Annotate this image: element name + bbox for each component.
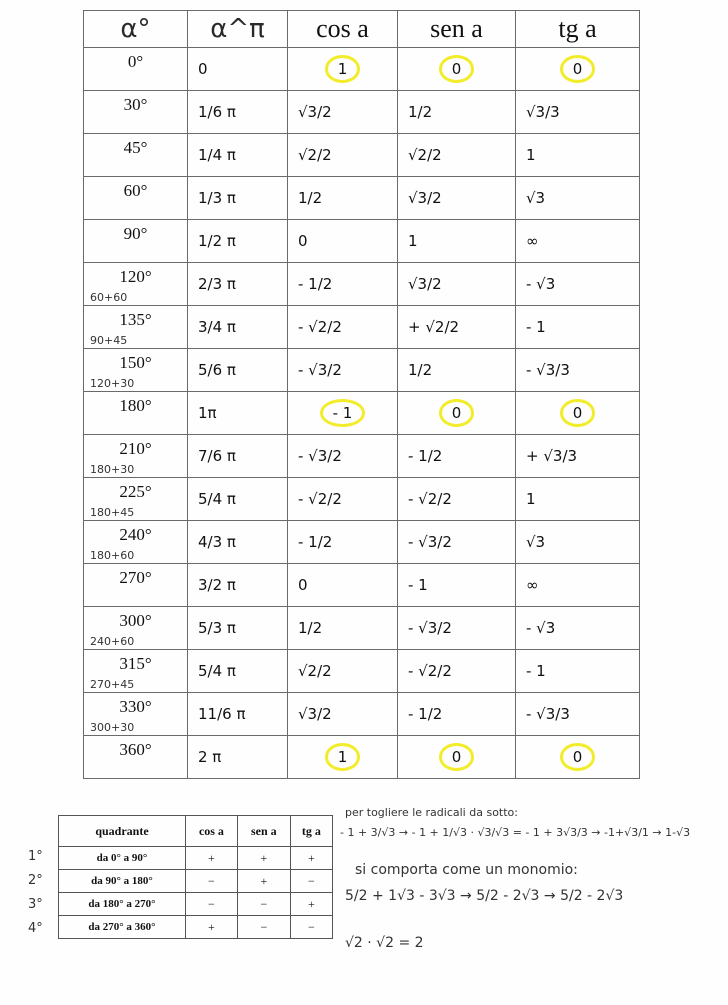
table-row [84, 478, 640, 521]
sen-value: √3/2 [408, 275, 442, 293]
header-tg: tg a [516, 11, 640, 48]
cell-cos [288, 564, 398, 607]
cell-degrees [84, 263, 188, 306]
sen-value: 0 [439, 55, 475, 83]
cell-cos [288, 220, 398, 263]
cell-tg [516, 607, 640, 650]
cell-degrees [84, 693, 188, 736]
cell-radians [188, 91, 288, 134]
cos-value: - √3/2 [298, 361, 342, 379]
tg-value: - 1 [526, 662, 546, 680]
tg-value: - √3/3 [526, 705, 570, 723]
header-alpha-rad: α^π [188, 11, 288, 48]
tg-value: - √3 [526, 619, 556, 637]
quadrant-tg-sign: − [290, 870, 332, 893]
quadrant-range: da 270° a 360° [59, 916, 186, 939]
quadrant-sen-sign: − [237, 893, 290, 916]
sen-value: - 1 [408, 576, 428, 594]
radian-value: 5/6 π [198, 361, 236, 379]
table-row [84, 263, 640, 306]
cell-cos [288, 263, 398, 306]
cell-cos [288, 349, 398, 392]
radian-value: 7/6 π [198, 447, 236, 465]
sen-value: + √2/2 [408, 318, 460, 336]
note-line-5: √2 · √2 = 2 [345, 935, 424, 951]
cell-degrees [84, 435, 188, 478]
cell-sen [398, 349, 516, 392]
radian-value: 1/2 π [198, 232, 236, 250]
cos-value: √3/2 [298, 705, 332, 723]
cell-sen [398, 521, 516, 564]
cos-value: 0 [298, 576, 308, 594]
radian-value: 1/6 π [198, 103, 236, 121]
cell-radians [188, 263, 288, 306]
tg-value: - 1 [526, 318, 546, 336]
cell-radians [188, 220, 288, 263]
header-q-cos: cos a [186, 816, 238, 847]
quadrant-cos-sign: + [186, 916, 238, 939]
cell-sen [398, 263, 516, 306]
degree-split: 120+30 [90, 377, 135, 390]
cell-cos [288, 134, 398, 177]
cell-sen [398, 650, 516, 693]
tg-value: 1 [526, 490, 536, 508]
degree-value: 180° [119, 396, 152, 415]
cell-tg [516, 220, 640, 263]
sen-value: 1/2 [408, 361, 433, 379]
cell-sen [398, 736, 516, 779]
quadrant-signs-table [58, 815, 333, 939]
cell-degrees [84, 521, 188, 564]
cell-sen [398, 220, 516, 263]
cell-cos [288, 306, 398, 349]
sen-value: - √2/2 [408, 490, 452, 508]
cell-tg [516, 478, 640, 521]
cell-radians [188, 48, 288, 91]
trig-values-table [83, 10, 640, 779]
cell-radians [188, 435, 288, 478]
sen-value: - 1/2 [408, 705, 443, 723]
radian-value: 0 [198, 60, 208, 78]
header-q-tg: tg a [290, 816, 332, 847]
degree-value: 315° [119, 654, 152, 673]
degree-value: 45° [123, 138, 148, 157]
tg-value: ∞ [526, 232, 539, 250]
sen-value: 0 [439, 399, 475, 427]
degree-value: 300° [119, 611, 152, 630]
header-sen: sen a [398, 11, 516, 48]
tg-value: + √3/3 [526, 447, 578, 465]
radian-value: 2 π [198, 748, 222, 766]
radian-value: 5/3 π [198, 619, 236, 637]
tg-value: √3 [526, 189, 546, 207]
radian-value: 1/4 π [198, 146, 236, 164]
quadrant-number: 1° [28, 849, 43, 864]
cell-sen [398, 177, 516, 220]
quadrant-tg-sign: + [290, 893, 332, 916]
quadrant-tg-sign: − [290, 916, 332, 939]
cell-cos [288, 693, 398, 736]
cos-value: 1/2 [298, 189, 323, 207]
tg-value: √3/3 [526, 103, 560, 121]
cos-value: √2/2 [298, 662, 332, 680]
cos-value: 1 [325, 743, 361, 771]
cos-value: - √2/2 [298, 490, 342, 508]
cell-cos [288, 607, 398, 650]
radian-value: 3/4 π [198, 318, 236, 336]
header-quadrante: quadrante [59, 816, 186, 847]
table-row [84, 564, 640, 607]
sen-value: 1/2 [408, 103, 433, 121]
quadrant-row [59, 893, 333, 916]
sen-value: - 1/2 [408, 447, 443, 465]
cell-cos [288, 392, 398, 435]
degree-split: 180+30 [90, 463, 135, 476]
tg-value: 0 [560, 743, 596, 771]
header-cos: cos a [288, 11, 398, 48]
table-row [84, 693, 640, 736]
cell-degrees [84, 220, 188, 263]
quadrant-row [59, 870, 333, 893]
table-row [84, 177, 640, 220]
cell-sen [398, 564, 516, 607]
cell-radians [188, 392, 288, 435]
note-line-4: 5/2 + 1√3 - 3√3 → 5/2 - 2√3 → 5/2 - 2√3 [345, 888, 624, 904]
quadrant-header-row [59, 816, 333, 847]
cos-value: - 1 [320, 399, 366, 427]
cell-cos [288, 48, 398, 91]
quadrant-row [59, 916, 333, 939]
quadrant-number: 3° [28, 897, 43, 912]
cell-sen [398, 134, 516, 177]
cell-cos [288, 478, 398, 521]
table-row [84, 392, 640, 435]
quadrant-sen-sign: + [237, 870, 290, 893]
cell-radians [188, 134, 288, 177]
degree-split: 240+60 [90, 635, 135, 648]
quadrant-number: 2° [28, 873, 43, 888]
cell-tg [516, 521, 640, 564]
table-row [84, 650, 640, 693]
header-alpha-deg: α° [84, 11, 188, 48]
cell-degrees [84, 650, 188, 693]
cos-value: √2/2 [298, 146, 332, 164]
cell-degrees [84, 349, 188, 392]
degree-split: 90+45 [90, 334, 128, 347]
header-q-sen: sen a [237, 816, 290, 847]
cell-cos [288, 650, 398, 693]
quadrant-tg-sign: + [290, 847, 332, 870]
sen-value: √3/2 [408, 189, 442, 207]
cell-tg [516, 435, 640, 478]
cell-degrees [84, 564, 188, 607]
cos-value: - √3/2 [298, 447, 342, 465]
cos-value: 1 [325, 55, 361, 83]
cell-sen [398, 435, 516, 478]
cell-tg [516, 263, 640, 306]
quadrant-range: da 90° a 180° [59, 870, 186, 893]
table-row [84, 736, 640, 779]
note-line-2: - 1 + 3/√3 → - 1 + 1/√3 · √3/√3 = - 1 + 3√3/3 → -1+√3/1 → 1-√3 [340, 826, 691, 839]
radian-value: 11/6 π [198, 705, 246, 723]
tg-value: 0 [560, 55, 596, 83]
cos-value: - 1/2 [298, 533, 333, 551]
table-row [84, 134, 640, 177]
cell-degrees [84, 736, 188, 779]
cell-cos [288, 435, 398, 478]
degree-value: 360° [119, 740, 152, 759]
cell-radians [188, 177, 288, 220]
quadrant-sen-sign: − [237, 916, 290, 939]
quadrant-cos-sign: − [186, 870, 238, 893]
tg-value: 1 [526, 146, 536, 164]
cos-value: - √2/2 [298, 318, 342, 336]
cell-sen [398, 478, 516, 521]
degree-split: 180+45 [90, 506, 135, 519]
cell-radians [188, 478, 288, 521]
radian-value: 3/2 π [198, 576, 236, 594]
quadrant-range: da 0° a 90° [59, 847, 186, 870]
cell-sen [398, 306, 516, 349]
cell-sen [398, 48, 516, 91]
quadrant-sen-sign: + [237, 847, 290, 870]
cell-degrees [84, 177, 188, 220]
cell-radians [188, 564, 288, 607]
table-row [84, 435, 640, 478]
tg-value: √3 [526, 533, 546, 551]
cell-tg [516, 306, 640, 349]
cell-degrees [84, 48, 188, 91]
note-line-1: per togliere le radicali da sotto: [345, 806, 518, 819]
degree-split: 300+30 [90, 721, 135, 734]
degree-value: 240° [119, 525, 152, 544]
table-row [84, 91, 640, 134]
cell-radians [188, 650, 288, 693]
cell-degrees [84, 91, 188, 134]
degree-split: 180+60 [90, 549, 135, 562]
degree-value: 30° [123, 95, 148, 114]
quadrant-row [59, 847, 333, 870]
table-header-row [84, 11, 640, 48]
cell-tg [516, 392, 640, 435]
sen-value: - √3/2 [408, 619, 452, 637]
table-row [84, 220, 640, 263]
quadrant-cos-sign: + [186, 847, 238, 870]
tg-value: - √3 [526, 275, 556, 293]
tg-value: 0 [560, 399, 596, 427]
table-row [84, 48, 640, 91]
tg-value: ∞ [526, 576, 539, 594]
table-row [84, 349, 640, 392]
radian-value: 5/4 π [198, 662, 236, 680]
cos-value: 1/2 [298, 619, 323, 637]
degree-value: 210° [119, 439, 152, 458]
cell-tg [516, 48, 640, 91]
sen-value: √2/2 [408, 146, 442, 164]
cell-cos [288, 91, 398, 134]
degree-value: 135° [119, 310, 152, 329]
cell-degrees [84, 478, 188, 521]
note-line-3: si comporta come un monomio: [355, 862, 578, 878]
cell-radians [188, 693, 288, 736]
degree-split: 270+45 [90, 678, 135, 691]
cell-radians [188, 306, 288, 349]
cell-tg [516, 736, 640, 779]
cos-value: √3/2 [298, 103, 332, 121]
cell-sen [398, 91, 516, 134]
radian-value: 5/4 π [198, 490, 236, 508]
cell-tg [516, 650, 640, 693]
cell-radians [188, 349, 288, 392]
sen-value: - √2/2 [408, 662, 452, 680]
cell-cos [288, 736, 398, 779]
sen-value: - √3/2 [408, 533, 452, 551]
table-row [84, 607, 640, 650]
quadrant-number: 4° [28, 921, 43, 936]
radian-value: 2/3 π [198, 275, 236, 293]
cell-degrees [84, 392, 188, 435]
radian-value: 1π [198, 404, 217, 422]
cell-tg [516, 564, 640, 607]
quadrant-cos-sign: − [186, 893, 238, 916]
cell-sen [398, 607, 516, 650]
tg-value: - √3/3 [526, 361, 570, 379]
degree-value: 150° [119, 353, 152, 372]
degree-split: 60+60 [90, 291, 128, 304]
degree-value: 270° [119, 568, 152, 587]
cell-sen [398, 392, 516, 435]
sen-value: 0 [439, 743, 475, 771]
cell-tg [516, 693, 640, 736]
cell-tg [516, 134, 640, 177]
sen-value: 1 [408, 232, 418, 250]
degree-value: 90° [123, 224, 148, 243]
cos-value: - 1/2 [298, 275, 333, 293]
cell-tg [516, 349, 640, 392]
table-row [84, 306, 640, 349]
table-row [84, 521, 640, 564]
cell-cos [288, 177, 398, 220]
cell-degrees [84, 607, 188, 650]
cell-tg [516, 91, 640, 134]
cell-degrees [84, 134, 188, 177]
degree-value: 120° [119, 267, 152, 286]
cell-sen [398, 693, 516, 736]
degree-value: 0° [127, 52, 144, 71]
cell-radians [188, 736, 288, 779]
cell-radians [188, 521, 288, 564]
cos-value: 0 [298, 232, 308, 250]
cell-radians [188, 607, 288, 650]
radian-value: 1/3 π [198, 189, 236, 207]
cell-degrees [84, 306, 188, 349]
cell-tg [516, 177, 640, 220]
degree-value: 225° [119, 482, 152, 501]
quadrant-range: da 180° a 270° [59, 893, 186, 916]
degree-value: 60° [123, 181, 148, 200]
cell-cos [288, 521, 398, 564]
radian-value: 4/3 π [198, 533, 236, 551]
degree-value: 330° [119, 697, 152, 716]
